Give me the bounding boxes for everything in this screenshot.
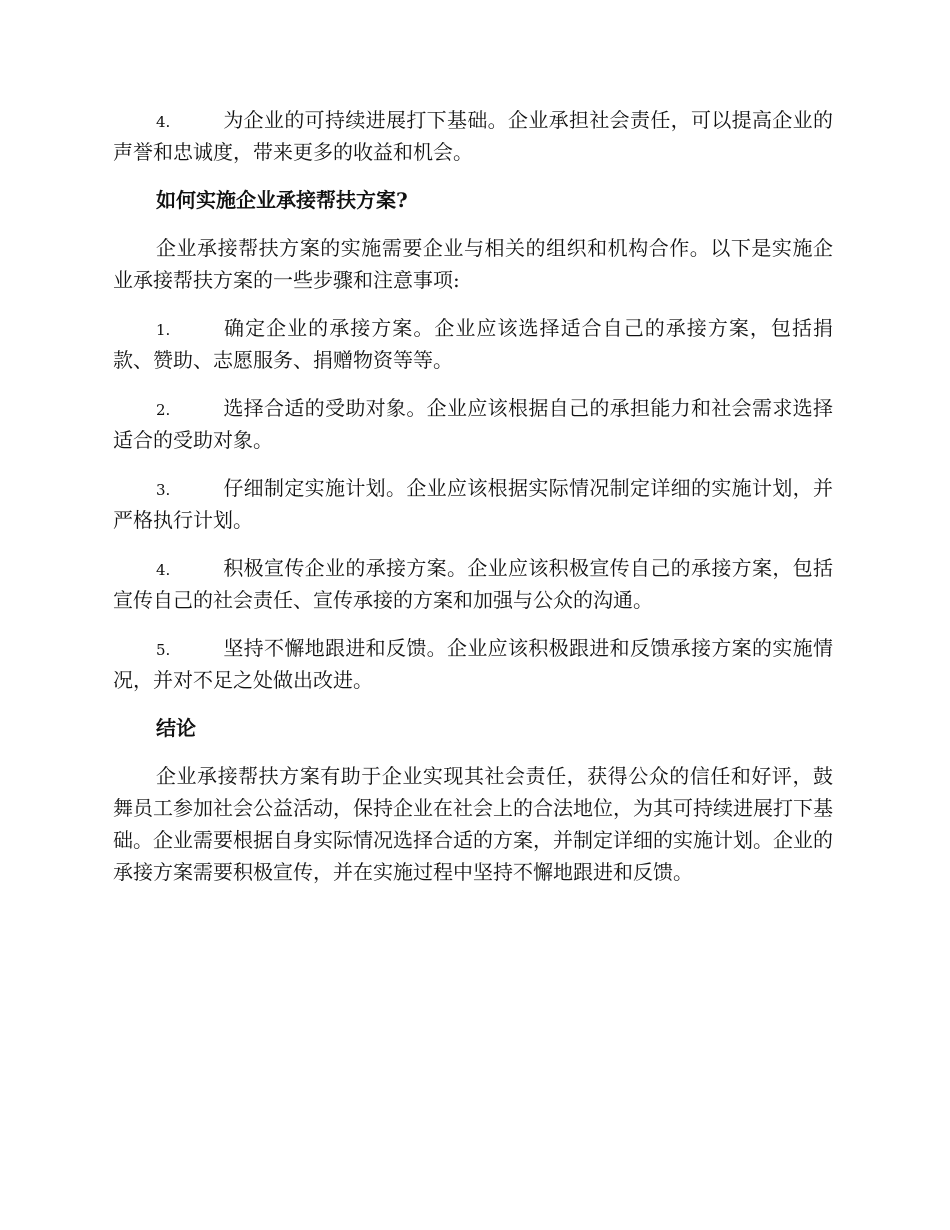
document-page: [113, 104, 833, 904]
list-item-4-top: [113, 104, 833, 168]
list-item: [113, 552, 833, 616]
list-number: 2.: [156, 401, 171, 419]
intro-paragraph: 企业承接帮扶方案的实施需要企业与相关的组织和机构合作。以下是实施企业承接帮扶方案的一些步骤和注意事项:: [113, 236, 833, 292]
list-number: 1.: [156, 321, 171, 339]
list-item-text: 积极宣传企业的承接方案。企业应该积极宣传自己的承接方案，包括宣传自己的社会责任、宣传承接的方案和加强与公众的沟通。: [113, 556, 833, 612]
list-number: 3.: [156, 481, 171, 499]
list-item-text: 为企业的可持续进展打下基础。企业承担社会责任，可以提高企业的声誉和忠诚度，带来更多的收益和机会。: [113, 108, 833, 164]
list-number: 4.: [156, 113, 171, 131]
list-item: [113, 632, 833, 696]
section-heading-implement: 如何实施企业承接帮扶方案?: [156, 188, 408, 212]
section-heading-conclusion: 结论: [156, 716, 196, 740]
list-item: [113, 472, 833, 536]
list-item-text: 确定企业的承接方案。企业应该选择适合自己的承接方案，包括捐款、赞助、志愿服务、捐赠物资等等。: [113, 316, 833, 372]
list-item: [113, 392, 833, 456]
list-item-text: 仔细制定实施计划。企业应该根据实际情况制定详细的实施计划，并严格执行计划。: [113, 476, 833, 532]
list-item-text: 选择合适的受助对象。企业应该根据自己的承担能力和社会需求选择适合的受助对象。: [113, 396, 833, 452]
list-item-text: 坚持不懈地跟进和反馈。企业应该积极跟进和反馈承接方案的实施情况，并对不足之处做出改进。: [113, 636, 833, 692]
conclusion-paragraph: 企业承接帮扶方案有助于企业实现其社会责任，获得公众的信任和好评，鼓舞员工参加社会公益活动，保持企业在社会上的合法地位，为其可持续进展打下基础。企业需要根据自身实际情况选择合适的方案，并制定详细的实施计划。企业的承接方案需要积极宣传，并在实施过程中坚持不懈地跟进和反馈。: [113, 764, 833, 884]
list-item: [113, 312, 833, 376]
list-number: 4.: [156, 561, 171, 579]
list-number: 5.: [156, 641, 171, 659]
